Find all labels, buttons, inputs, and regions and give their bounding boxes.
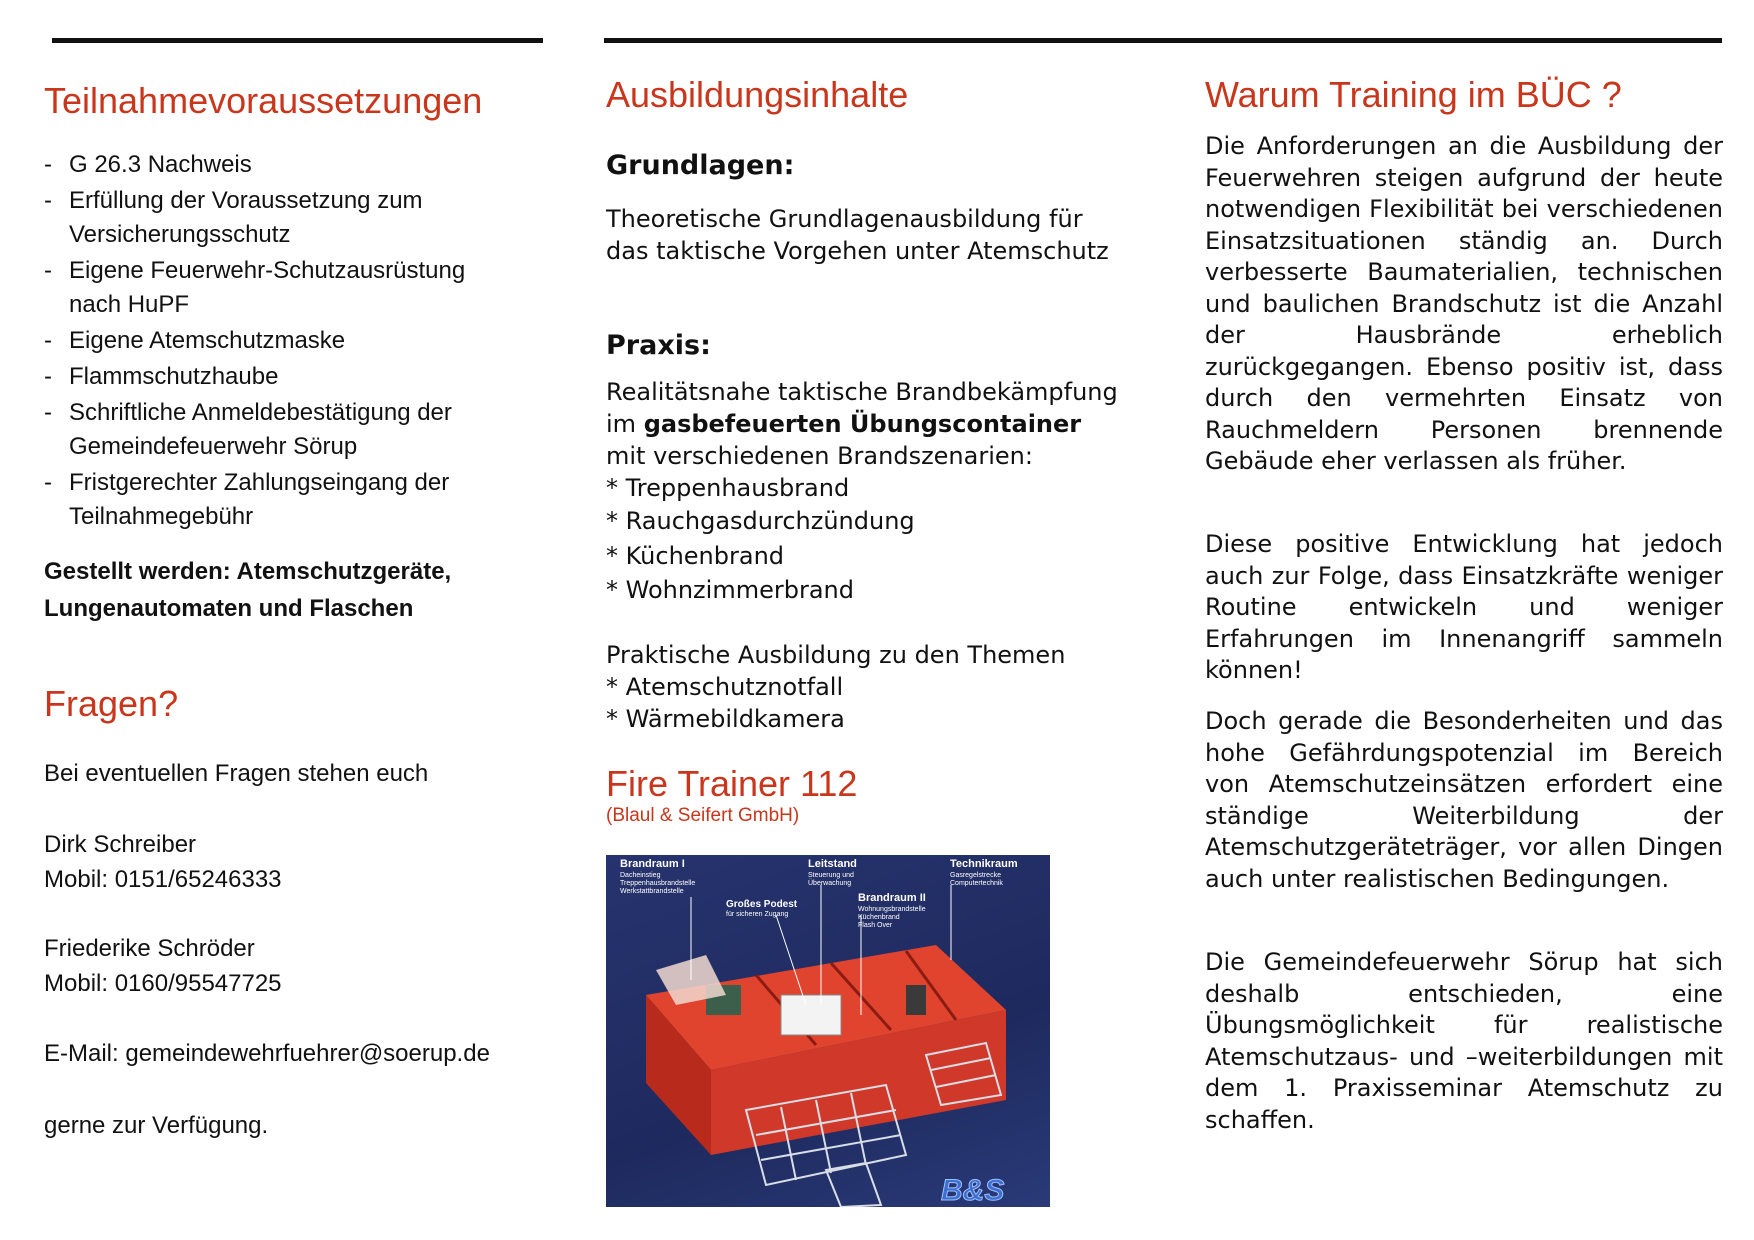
- contact1-phone: Mobil: 0151/65246333: [44, 866, 282, 893]
- room1-detail: Dacheinstieg: [620, 872, 661, 879]
- room2-detail: Wohnungsbrandstelle: [858, 906, 926, 913]
- top-rule-right: [604, 38, 1722, 43]
- room1-detail: Werkstattbrandstelle: [620, 888, 684, 895]
- closing-text: gerne zur Verfügung.: [44, 1112, 269, 1139]
- training-content-title: Ausbildungsinhalte: [606, 74, 909, 115]
- basics-line-1: Theoretische Grundlagenausbildung für: [606, 205, 1083, 233]
- practice-line-2: [606, 408, 1166, 440]
- room-furniture: [906, 985, 926, 1015]
- podium-platform: [781, 995, 841, 1035]
- why-paragraph-3: Doch gerade die Besonderheiten und das hohe Gefährdungspotenzial im Bereich von Atemschutzeinsätzen erfordert eine ständige Weiterbildung der Atemschutzgeräteträger, vor allen Dingen auch unter realistischen Bedingungen.: [1205, 707, 1723, 893]
- provided-equipment: Gestellt werden: Atemschutzgeräte, Lungenautomaten und Flaschen: [44, 558, 452, 622]
- container-illustration: [606, 855, 1050, 1207]
- contact2-name: Friederike Schröder: [44, 935, 255, 962]
- room2-label: Brandraum II: [858, 892, 926, 904]
- control-room-label: Leitstand: [808, 858, 857, 870]
- requirements-list: [44, 148, 514, 536]
- scenario-item: * Treppenhausbrand: [606, 474, 850, 502]
- room1-detail: Treppenhausbrandstelle: [620, 880, 696, 887]
- why-paragraph-2: Diese positive Entwicklung hat jedoch auch zur Folge, dass Einsatzkräfte weniger Routine entwickeln und weniger Erfahrungen im Innenangriff sammeln können!: [1205, 530, 1723, 684]
- contact2-phone: Mobil: 0160/95547725: [44, 970, 282, 997]
- contact1-name: Dirk Schreiber: [44, 831, 197, 858]
- podium-label: Großes Podest: [726, 899, 798, 910]
- topic-item: * Wärmebildkamera: [606, 705, 845, 733]
- practice-line-2-prefix: im: [606, 410, 644, 438]
- practice-line-1: Realitätsnahe taktische Brandbekämpfung: [606, 378, 1118, 406]
- control-room-detail: Überwachung: [808, 880, 852, 887]
- fire-trainer-manufacturer: (Blaul & Seifert GmbH): [606, 805, 800, 826]
- room1-label: Brandraum I: [620, 858, 685, 870]
- why-training-title: Warum Training im BÜC ?: [1205, 74, 1622, 115]
- basics-heading: Grundlagen:: [606, 150, 795, 181]
- practice-heading: Praxis:: [606, 330, 711, 361]
- fire-trainer-title: Fire Trainer 112: [606, 763, 858, 804]
- tech-room-label: Technikraum: [950, 858, 1018, 870]
- list-item: - G 26.3 Nachweis: [44, 148, 514, 182]
- topic-item: * Atemschutznotfall: [606, 673, 844, 701]
- practice-line-3: mit verschiedenen Brandszenarien:: [606, 442, 1033, 470]
- basics-line-2: das taktische Vorgehen unter Atemschutz: [606, 237, 1109, 265]
- list-item: - Flammschutzhaube: [44, 360, 514, 394]
- training-container-diagram: [606, 855, 1050, 1207]
- room2-detail: Küchenbrand: [858, 914, 900, 921]
- podium-detail: für sicheren Zugang: [726, 911, 789, 918]
- topics-intro: Praktische Ausbildung zu den Themen: [606, 641, 1066, 669]
- list-item: - Erfüllung der Voraussetzung zum Versicherungsschutz: [44, 184, 514, 252]
- scenario-item: * Rauchgasdurchzündung: [606, 507, 915, 535]
- tech-room-detail: Gasregelstrecke: [950, 872, 1001, 879]
- bs-logo: B&S: [941, 1174, 1005, 1207]
- room2-detail: Flash Over: [858, 922, 893, 929]
- requirements-title: Teilnahmevoraussetzungen: [44, 80, 483, 121]
- questions-title: Fragen?: [44, 683, 179, 724]
- email-address: E-Mail: gemeindewehrfuehrer@soerup.de: [44, 1040, 490, 1067]
- list-item: - Fristgerechter Zahlungseingang der Teilnahmegebühr: [44, 466, 514, 534]
- tech-room-detail: Computertechnik: [950, 880, 1003, 887]
- scenario-item: * Wohnzimmerbrand: [606, 576, 854, 604]
- scenario-item: * Küchenbrand: [606, 542, 785, 570]
- why-paragraph-1: Die Anforderungen an die Ausbildung der Feuerwehren steigen aufgrund der heute notwendigen Flexibilität bei verschiedenen Einsatzsituationen ständig an. Durch verbesserte Baumaterialien, technischen und baulichen Brandschutz ist die Anzahl der Hausbrände erheblich zurückgegangen. Ebenso positiv ist, dass durch den vermehrten Einsatz von Rauchmeldern Personen brennende Gebäude eher verlassen als früher.: [1205, 132, 1723, 475]
- control-room-detail: Steuerung und: [808, 872, 854, 879]
- list-item: - Eigene Feuerwehr-Schutzausrüstung nach HuPF: [44, 254, 514, 322]
- gas-container-emphasis: gasbefeuerten Übungscontainer: [643, 410, 1082, 438]
- why-paragraph-4: Die Gemeindefeuerwehr Sörup hat sich deshalb entschieden, eine Übungsmöglichkeit für realistische Atemschutzaus- und –weiterbildungen mit dem 1. Praxisseminar Atemschutz zu schaffen.: [1205, 948, 1723, 1134]
- list-item: - Eigene Atemschutzmaske: [44, 324, 514, 358]
- questions-intro: Bei eventuellen Fragen stehen euch: [44, 760, 429, 787]
- top-rule-left: [52, 38, 543, 43]
- list-item: - Schriftliche Anmeldebestätigung der Gemeindefeuerwehr Sörup: [44, 396, 514, 464]
